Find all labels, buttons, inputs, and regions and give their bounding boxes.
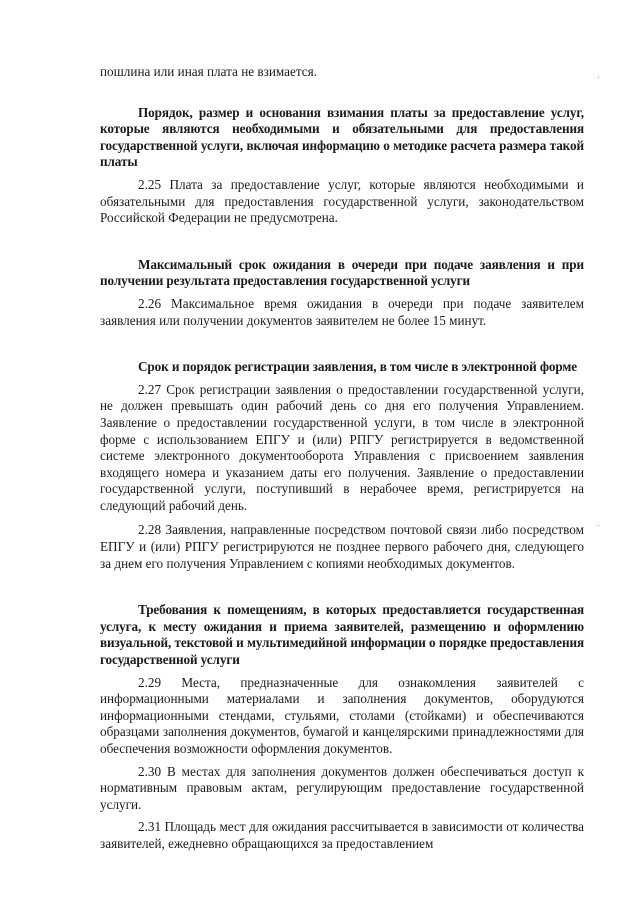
section-heading-premises: Требования к помещениям, в которых предоставляется государственная услуга, к месту ожидания и приема заявителей, размещению и оформлению визуальной, текстовой и мультимедийной информации о порядке предоставления государственной услуги (100, 602, 584, 668)
paragraph-2-30: 2.30 В местах для заполнения документов должен обеспечиваться доступ к нормативным правовым актам, регулирующим предоставление государственной услуги. (100, 763, 584, 812)
section-heading-fees: Порядок, размер и основания взимания платы за предоставление услуг, которые являются необходимыми и обязательными для предоставления государственной услуги, включая информацию о методике расчета размера такой платы (100, 104, 584, 170)
paragraph-2-27: 2.27 Срок регистрации заявления о предоставлении государственной услуги, не должен превышать один рабочий день со дня его получения Управлением. Заявление о предоставлении государственной услуги, в том числе в электронной форме с использованием ЕПГУ и (или) РПГУ регистрируется в ведомственной системе электронного документооборота Управления с присвоением заявления входящего номера и указанием даты его получения. Заявление о предоставлении государственной услуги, поступивший в нерабочее время, регистрируется на следующий рабочий день. (100, 381, 584, 513)
section-heading-registration: Срок и порядок регистрации заявления, в том числе в электронной форме (138, 359, 578, 375)
paragraph-2-26: 2.26 Максимальное время ожидания в очереди при подаче заявителем заявления или получении документов заявителем не более 15 минут. (100, 295, 584, 328)
margin-mark: . (597, 70, 600, 80)
section-heading-queue: Максимальный срок ожидания в очереди при подаче заявления и при получении результата предоставления государственной услуги (100, 256, 584, 289)
lead-text: пошлина или иная плата не взимается. (100, 64, 318, 79)
document-body (100, 40, 584, 853)
paragraph-2-28: 2.28 Заявления, направленные посредством почтовой связи либо посредством ЕПГУ и (или) РПГУ регистрируются не позднее первого рабочего дня, следующего за днем его получения Управлением с копиями необходимых документов. (100, 522, 584, 571)
margin-mark: · (597, 520, 600, 530)
paragraph-2-25: 2.25 Плата за предоставление услуг, которые являются необходимыми и обязательными для предоставления государственной услуги, законодательством Российской Федерации не предусмотрена. (100, 176, 584, 226)
paragraph-2-29: 2.29 Места, предназначенные для ознакомления заявителей с информационными материалами и заполнения документов, оборудуются информационными стендами, стульями, столами (стойками) и обеспечиваются образцами заполнения документов, бумагой и канцелярскими принадлежностями для обеспечения возможности оформления документов. (100, 674, 584, 756)
paragraph-2-31: 2.31 Площадь мест для ожидания рассчитывается в зависимости от количества заявителей, ежедневно обращающихся за предоставлением (100, 819, 584, 851)
